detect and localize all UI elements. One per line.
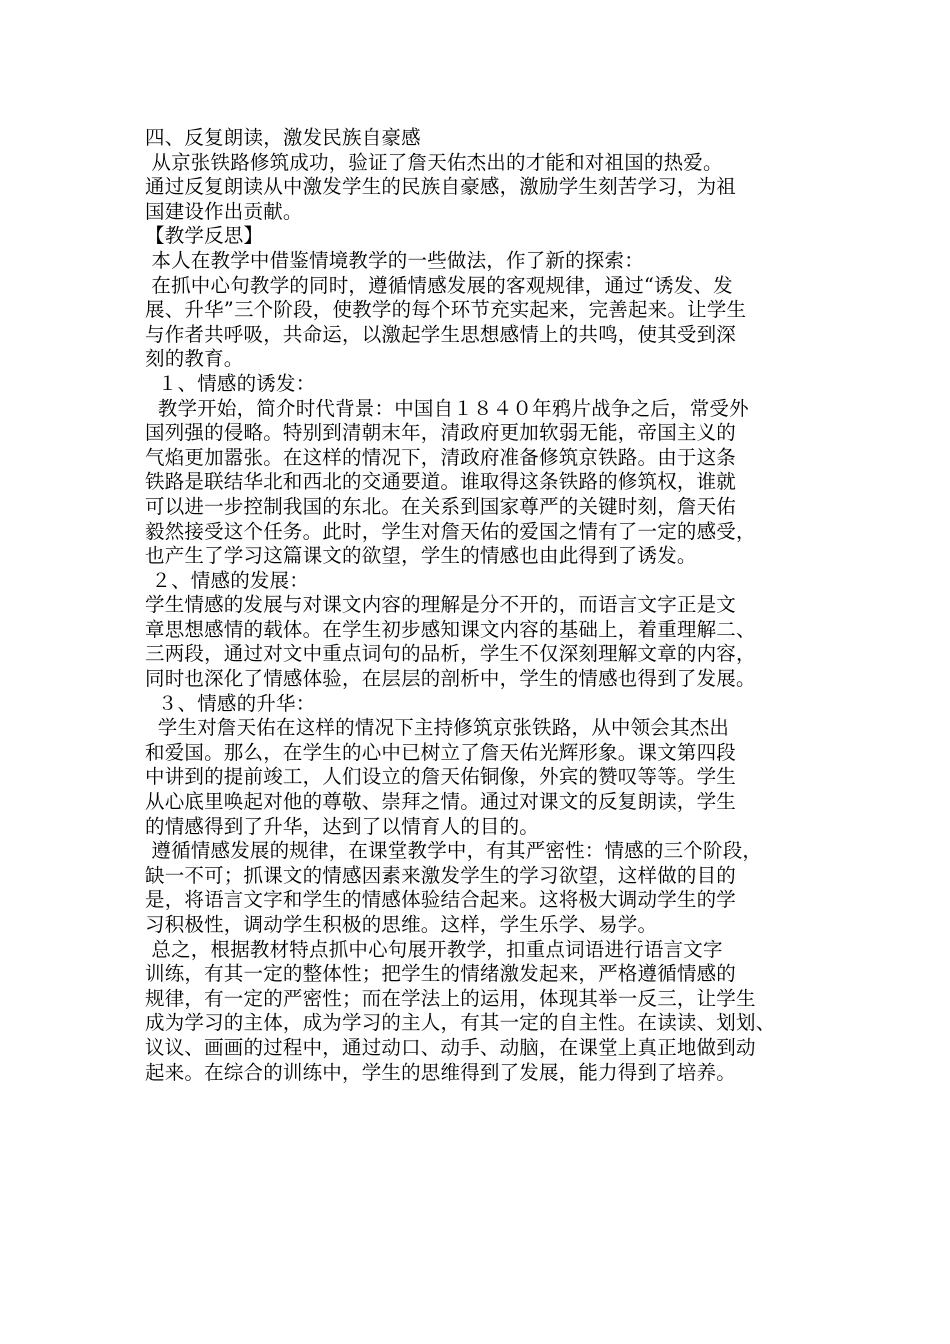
text-line: 国建设作出贡献。 [145, 199, 303, 223]
text-line: 与作者共呼吸，共命运，以激起学生思想感情上的共鸣，使其受到深 [145, 322, 737, 346]
text-line: 缺一不可；抓课文的情感因素来激发学生的学习欲望，这样做的目的 [145, 863, 737, 887]
text-line: 起来。在综合的训练中，学生的思维得到了发展，能力得到了培养。 [145, 1060, 737, 1084]
text-line: 也产生了学习这篇课文的欲望，学生的情感也由此得到了诱发。 [145, 544, 697, 568]
subheading-emotion-induction: １、情感的诱发： [145, 371, 316, 395]
text-line: 教学开始，简介时代背景：中国自１８４０年鸦片战争之后，常受外 [145, 396, 749, 420]
text-line: 的情感得到了升华，达到了以情育人的目的。 [145, 814, 540, 838]
subheading-emotion-sublimation: ３、情感的升华： [145, 691, 316, 715]
text-line: 展、升华”三个阶段，使教学的每个环节充实起来，完善起来。让学生 [145, 298, 747, 322]
section-heading-repeated-reading: 四、反复朗读，激发民族自豪感 [145, 126, 421, 149]
text-line: 气焰更加嚣张。在这样的情况下，清政府准备修筑京铁路。由于这条 [145, 445, 737, 469]
text-line: 在抓中心句教学的同时，遵循情感发展的客观规律，通过“诱发、发 [145, 273, 733, 297]
text-line: 刻的教育。 [145, 347, 244, 371]
document-body [145, 126, 810, 1085]
text-line: 通过反复朗读从中激发学生的民族自豪感，激励学生刻苦学习，为祖 [145, 175, 737, 199]
text-line: 是，将语言文字和学生的情感体验结合起来。这将极大调动学生的学 [145, 888, 737, 912]
text-line: 习积极性，调动学生积极的思维。这样，学生乐学、易学。 [145, 913, 658, 936]
text-line: 议议、画画的过程中，通过动口、动手、动脑，在课堂上真正地做到动 [145, 1035, 756, 1059]
text-line: 从心底里唤起对他的尊敬、崇拜之情。通过对课文的反复朗读，学生 [145, 790, 737, 814]
text-line: 总之，根据教材特点抓中心句展开教学，扣重点词语进行语言文字 [145, 937, 723, 961]
text-line: 中讲到的提前竣工，人们设立的詹天佑铜像，外宾的赞叹等等。学生 [145, 765, 737, 789]
text-line: 本人在教学中借鉴情境教学的一些做法，作了新的探索： [145, 248, 644, 272]
text-line: 同时也深化了情感体验，在层层的剖析中，学生的情感也得到了发展。 [145, 667, 756, 691]
text-line: 国列强的侵略。特别到清朝末年，清政府更加软弱无能，帝国主义的 [145, 421, 737, 445]
text-line: 和爱国。那么，在学生的心中已树立了詹天佑光辉形象。课文第四段 [145, 740, 737, 764]
text-line: 铁路是联结华北和西北的交通要道。谁取得这条铁路的修筑权，谁就 [145, 470, 737, 494]
text-line: 章思想感情的载体。在学生初步感知课文内容的基础上，着重理解二、 [145, 617, 756, 641]
text-line: 规律，有一定的严密性；而在学法上的运用，体现其举一反三，让学生 [145, 986, 756, 1010]
text-line: 学生对詹天佑在这样的情况下主持修筑京张铁路，从中领会其杰出 [145, 716, 730, 740]
section-heading-teaching-reflection: 【教学反思】 [145, 224, 264, 248]
text-line: 遵循情感发展的规律，在课堂教学中，有其严密性：情感的三个阶段， [145, 839, 763, 863]
subheading-emotion-development: ２、情感的发展： [145, 568, 309, 592]
text-line: 毅然接受这个任务。此时，学生对詹天佑的爱国之情有了一定的感受， [145, 519, 756, 543]
text-line: 从京张铁路修筑成功，验证了詹天佑杰出的才能和对祖国的热爱。 [145, 150, 723, 174]
text-line: 成为学习的主体，成为学习的主人，有其一定的自主性。在读读、划划、 [145, 1011, 776, 1035]
text-line: 训练，有其一定的整体性；把学生的情绪激发起来，严格遵循情感的 [145, 962, 737, 986]
text-line: 学生情感的发展与对课文内容的理解是分不开的，而语言文字正是文 [145, 593, 737, 617]
text-line: 可以进一步控制我国的东北。在关系到国家尊严的关键时刻，詹天佑 [145, 494, 737, 518]
text-line: 三两段，通过对文中重点词句的品析，学生不仅深刻理解文章的内容， [145, 642, 756, 666]
